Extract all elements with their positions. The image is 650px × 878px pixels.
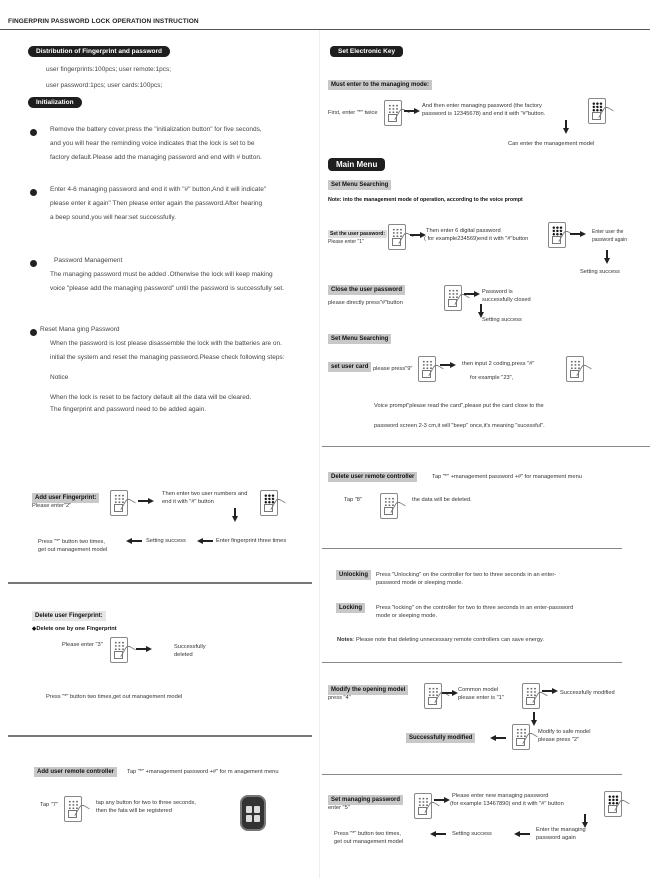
set-user-password-then: ( for example234569)end it with "#"button [424, 236, 529, 242]
bullet-icon [30, 260, 37, 267]
delete-remote-tail: Tap "*" +management password +#" for management menu [432, 474, 582, 480]
add-fingerprint-label: Add user Fingerprint: [32, 493, 99, 503]
arrow-icon [440, 362, 456, 368]
arrow-icon [404, 108, 420, 114]
add-remote-desc: tap any button for two to three seconds, [96, 800, 196, 806]
column-divider [319, 30, 320, 878]
unlocking-text: Press "Unlocking" on the controller for two to three seconds in an enter- [376, 572, 557, 578]
user-card-press9: please press"9" [373, 366, 413, 372]
initialization-heading: Initialization [28, 97, 82, 108]
arrow-icon [542, 688, 558, 694]
opening-model-safe: please press "2" [538, 737, 580, 743]
close-password-success: Setting success [482, 317, 522, 323]
delete-success: Successfully [174, 644, 206, 650]
set-user-password-then: Then enter 6 digital password [426, 228, 501, 234]
keypad-icon [380, 493, 398, 519]
remote-control-icon [240, 795, 266, 831]
keypad-icon [414, 793, 432, 819]
managing-password-again: Enter the managing [536, 827, 586, 833]
section-divider [322, 446, 650, 447]
user-card-label: set user card [328, 362, 371, 372]
distribution-heading: Distribution of Fingerprint and password [28, 46, 170, 57]
opening-model-success1: Successfully modified [560, 690, 615, 696]
keypad-icon [64, 796, 82, 822]
keypad-icon [110, 490, 128, 516]
arrow-icon [197, 538, 213, 544]
add-fingerprint-press: get out management model [38, 547, 108, 553]
add-fingerprint-press: Press "*" button two times, [38, 539, 105, 545]
user-card-voice: password screen 2-3 cm,it will "beep" once,it's meaning "sucessful". [374, 423, 545, 429]
arrow-icon [126, 538, 142, 544]
managing-password-enter5: enter "5" [328, 805, 350, 811]
delete-one-by-one: ◆Delete one by one Fingerprint [32, 626, 117, 632]
opening-model-press4: press "4" [328, 695, 351, 701]
keypad-icon [260, 490, 278, 516]
arrow-icon [464, 291, 480, 297]
keypad-icon [604, 791, 622, 817]
managing-password-again: password again [536, 835, 576, 841]
add-fingerprint-then: Then enter two user numbers and [162, 491, 248, 497]
step3-line: voice "please add the managing password" until the password is successfully set. [50, 285, 285, 292]
add-fingerprint-enter: Enter fingerprint three times [216, 538, 287, 544]
section-divider [322, 662, 622, 663]
delete-remote-tap8: Tap "8" [344, 497, 362, 503]
arrow-icon [563, 120, 569, 134]
step1-line: and you will hear the reminding voice indicates that the lock is set to be [50, 140, 255, 147]
keypad-icon [418, 356, 436, 382]
opening-model-safe: Modify to safe model [538, 729, 591, 735]
set-user-password-success: Setting success [580, 269, 620, 275]
notice-title: Notice [50, 374, 69, 381]
keypad-icon [424, 683, 442, 709]
arrow-icon [138, 498, 154, 504]
unlocking-label: Unlocking [336, 570, 371, 580]
arrow-icon [490, 735, 506, 741]
keypad-icon [444, 285, 462, 311]
keypad-icon [588, 98, 606, 124]
keypad-icon [512, 724, 530, 750]
add-fingerprint-success: Setting success [146, 538, 186, 544]
add-fingerprint-then: end it with "#" button [162, 499, 214, 505]
keypad-icon [566, 356, 584, 382]
managing-password-press: Press "*" button two times, [334, 831, 401, 837]
set-user-password-sub: Please enter "1" [328, 239, 364, 245]
arrow-icon [430, 831, 446, 837]
section-divider [8, 582, 312, 584]
step1-line: Remove the battery cover,press the "initialization button" for five seconds, [50, 126, 262, 133]
set-user-password-again: Enter user the [592, 229, 624, 235]
add-fingerprint-sub: Please enter"2" [32, 503, 72, 509]
add-remote-tail: Tap "*" +management password +#" for m anagement menu [127, 769, 279, 775]
must-enter-result: Can enter the management model [508, 141, 595, 147]
add-remote-desc: then the fata will be registered [96, 808, 172, 814]
keypad-icon [388, 224, 406, 250]
step4-line: initial the system and reset the managing password.Please check following steps: [50, 354, 285, 361]
keypad-icon [548, 222, 566, 248]
step3-line: The managing password must be added .Otherwise the lock will keep making [50, 271, 273, 278]
step2-line: a beep sound,you will hear:set successfully. [50, 214, 176, 221]
step4-title: Reset Mana ging Password [40, 326, 120, 333]
bullet-icon [30, 189, 37, 196]
section-divider [8, 735, 312, 737]
managing-password-success: Setting success [452, 831, 492, 837]
managing-password-press: get out management model [334, 839, 404, 845]
delete-remote-label: Delete user remote controller [328, 472, 417, 482]
user-card-then: then input 2 coding,press "#" [462, 361, 535, 367]
arrow-icon [604, 250, 610, 264]
main-menu-note: Note: into the management mode of operation, according to the voice prompt [328, 197, 523, 203]
close-password-result: successfully closed [482, 297, 531, 303]
set-user-password-label: Set the user password: [330, 231, 386, 237]
step1-line: factory default.Please add the managing password and end with # button. [50, 154, 262, 161]
distribution-line-1: user fingerprints:100pcs; user remote:1pcs; [46, 66, 172, 73]
keypad-icon [384, 100, 402, 126]
arrow-icon [514, 831, 530, 837]
must-enter-then: And then enter managing password (the factory [422, 103, 542, 109]
locking-text: mode or sleeping mode. [376, 613, 438, 619]
document-title: FINGERPRIN PASSWORD LOCK OPERATION INSTRUCTION [8, 18, 199, 25]
close-password-sub: please directly press"#"button [328, 300, 403, 306]
close-password-result: Password is [482, 289, 513, 295]
set-menu-label: Set Menu Searching [328, 180, 391, 190]
opening-model-label: Modify the opening model [328, 685, 408, 695]
set-menu-label-2: Set Menu Searching [328, 334, 391, 344]
arrow-icon [434, 797, 450, 803]
delete-success: deleted [174, 652, 193, 658]
locking-text: Press "locking" on the controller for two to three seconds in an enter-password [376, 605, 574, 611]
bullet-icon [30, 329, 37, 336]
keypad-icon [522, 683, 540, 709]
managing-password-label: Set managing password [328, 795, 403, 805]
step4-line: When the password is lost please disassemble the lock with the batteries are on. [50, 340, 282, 347]
must-enter-label: Must enter to the managing mode: [328, 80, 432, 90]
arrow-icon [531, 712, 537, 726]
must-enter-then: password is 12345678) and end it with "#"button. [422, 111, 546, 117]
managing-password-new: Please enter new managing password [452, 793, 549, 799]
user-card-example: for example "23", [470, 375, 514, 381]
step2-line: Enter 4-6 managing password and end it with "#" button,And it will indicate" [50, 186, 267, 193]
opening-model-common: please enter is "1" [458, 695, 504, 701]
delete-press: Press "*" button two times,get out management model [46, 694, 183, 700]
keypad-icon [110, 637, 128, 663]
step3-title: Password Management [54, 257, 123, 264]
close-password-label: Close the user password [328, 285, 405, 295]
must-enter-first: First, enter "*" twice [328, 110, 378, 116]
notice-line: When the lock is reset to be factory default all the data will be cleared. [50, 394, 252, 401]
arrow-icon [442, 690, 458, 696]
add-remote-label: Add user remote controller [34, 767, 117, 777]
main-menu-heading: Main Menu [328, 158, 385, 171]
arrow-icon [232, 508, 238, 522]
set-user-password-again: password again [592, 237, 628, 243]
delete-enter3: Please enter "3" [62, 642, 103, 648]
user-card-voice: Voice prompt"please read the card",please put the card close to the [374, 403, 544, 409]
unlocking-text: password mode or sleeping mode. [376, 580, 463, 586]
arrow-icon [570, 231, 586, 237]
opening-model-success2: Successfully modified [406, 733, 475, 743]
locking-label: Locking [336, 603, 365, 613]
opening-model-common: Common model [458, 687, 499, 693]
header-divider [0, 29, 650, 30]
bullet-icon [30, 129, 37, 136]
section-divider [322, 774, 622, 775]
arrow-icon [136, 646, 152, 652]
delete-remote-result: the data will be deleted. [412, 497, 472, 503]
distribution-line-2: user password:1pcs; user cards:100pcs; [46, 82, 163, 89]
electronic-key-heading: Set Electronic Key [330, 46, 403, 57]
section-divider [322, 548, 622, 549]
notes-text: Notes: Please note that deleting unnecessary remote controllers can save energy. [337, 637, 544, 643]
notice-line: The fingerprint and password need to be added again. [50, 406, 207, 413]
step2-line: please enter it again" Then please enter again the password.After hearing [50, 200, 263, 207]
delete-fingerprint-label: Delete user Fingerprint: [32, 611, 106, 621]
managing-password-new: (for example 13467890) end it with "#" button [450, 801, 564, 807]
add-remote-tap7: Tap "7" [40, 802, 58, 808]
